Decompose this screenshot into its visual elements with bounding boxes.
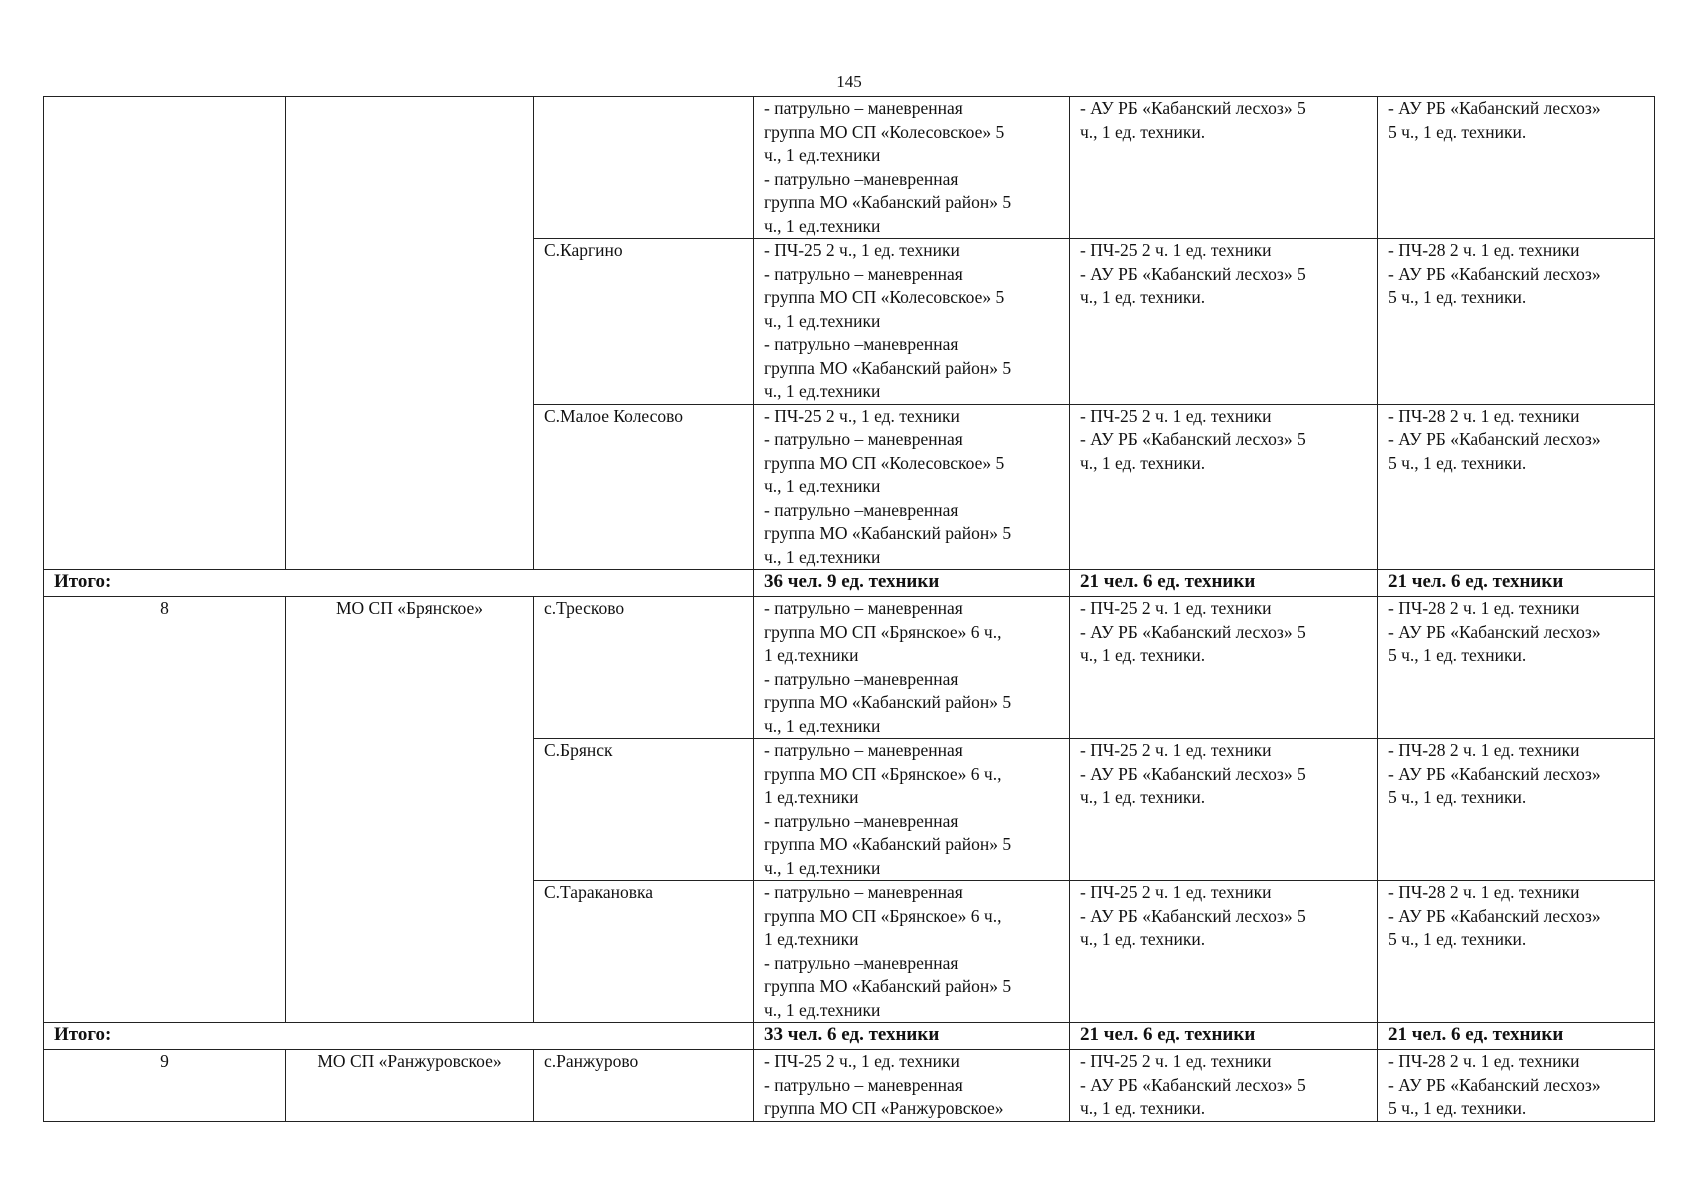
total-row xyxy=(44,570,1655,597)
reserve1-cell: - ПЧ-25 2 ч. 1 ед. техники - АУ РБ «Кабанский лесхоз» 5 ч., 1 ед. техники. xyxy=(1070,239,1378,405)
forces-cell: - ПЧ-25 2 ч., 1 ед. техники - патрульно – маневренная группа МО СП «Колесовское» 5 ч., 1 ед.техники - патрульно –маневренная группа МО «Кабанский район» 5 ч., 1 ед.техники xyxy=(754,239,1070,405)
num-cell: 9 xyxy=(44,1050,286,1122)
reserve2-cell: - АУ РБ «Кабанский лесхоз» 5 ч., 1 ед. техники. xyxy=(1378,97,1655,239)
mo-cell xyxy=(286,97,534,570)
settlement-cell: С.Брянск xyxy=(534,739,754,881)
settlement-cell: с.Ранжурово xyxy=(534,1050,754,1122)
forces-cell: - патрульно – маневренная группа МО СП «Брянское» 6 ч., 1 ед.техники - патрульно –маневренная группа МО «Кабанский район» 5 ч., 1 ед.техники xyxy=(754,739,1070,881)
forces-cell: - патрульно – маневренная группа МО СП «Брянское» 6 ч., 1 ед.техники - патрульно –маневренная группа МО «Кабанский район» 5 ч., 1 ед.техники xyxy=(754,881,1070,1023)
settlement-cell: с.Тресково xyxy=(534,597,754,739)
reserve1-cell: - ПЧ-25 2 ч. 1 ед. техники - АУ РБ «Кабанский лесхоз» 5 ч., 1 ед. техники. xyxy=(1070,881,1378,1023)
forces-cell: - патрульно – маневренная группа МО СП «Брянское» 6 ч., 1 ед.техники - патрульно –маневренная группа МО «Кабанский район» 5 ч., 1 ед.техники xyxy=(754,597,1070,739)
table-row xyxy=(44,1050,1655,1122)
reserve1-cell: - АУ РБ «Кабанский лесхоз» 5 ч., 1 ед. техники. xyxy=(1070,97,1378,239)
num-cell: 8 xyxy=(44,597,286,1023)
total-row xyxy=(44,1023,1655,1050)
resource-table xyxy=(43,96,1655,1122)
total-reserve2: 21 чел. 6 ед. техники xyxy=(1378,1023,1655,1050)
reserve1-cell: - ПЧ-25 2 ч. 1 ед. техники - АУ РБ «Кабанский лесхоз» 5 ч., 1 ед. техники. xyxy=(1070,739,1378,881)
reserve1-cell: - ПЧ-25 2 ч. 1 ед. техники - АУ РБ «Кабанский лесхоз» 5 ч., 1 ед. техники. xyxy=(1070,404,1378,570)
total-reserve2: 21 чел. 6 ед. техники xyxy=(1378,570,1655,597)
reserve2-cell: - ПЧ-28 2 ч. 1 ед. техники - АУ РБ «Кабанский лесхоз» 5 ч., 1 ед. техники. xyxy=(1378,597,1655,739)
settlement-cell: С.Таракановка xyxy=(534,881,754,1023)
reserve2-cell: - ПЧ-28 2 ч. 1 ед. техники - АУ РБ «Кабанский лесхоз» 5 ч., 1 ед. техники. xyxy=(1378,404,1655,570)
total-reserve1: 21 чел. 6 ед. техники xyxy=(1070,570,1378,597)
reserve2-cell: - ПЧ-28 2 ч. 1 ед. техники - АУ РБ «Кабанский лесхоз» 5 ч., 1 ед. техники. xyxy=(1378,739,1655,881)
mo-cell: МО СП «Ранжуровское» xyxy=(286,1050,534,1122)
total-reserve1: 21 чел. 6 ед. техники xyxy=(1070,1023,1378,1050)
reserve2-cell: - ПЧ-28 2 ч. 1 ед. техники - АУ РБ «Кабанский лесхоз» 5 ч., 1 ед. техники. xyxy=(1378,239,1655,405)
table-row xyxy=(44,97,1655,239)
total-label: Итого: xyxy=(44,1023,754,1050)
mo-cell: МО СП «Брянское» xyxy=(286,597,534,1023)
reserve2-cell: - ПЧ-28 2 ч. 1 ед. техники - АУ РБ «Кабанский лесхоз» 5 ч., 1 ед. техники. xyxy=(1378,1050,1655,1122)
settlement-cell xyxy=(534,97,754,239)
settlement-cell: С.Каргино xyxy=(534,239,754,405)
reserve1-cell: - ПЧ-25 2 ч. 1 ед. техники - АУ РБ «Кабанский лесхоз» 5 ч., 1 ед. техники. xyxy=(1070,1050,1378,1122)
reserve1-cell: - ПЧ-25 2 ч. 1 ед. техники - АУ РБ «Кабанский лесхоз» 5 ч., 1 ед. техники. xyxy=(1070,597,1378,739)
forces-cell: - ПЧ-25 2 ч., 1 ед. техники - патрульно – маневренная группа МО СП «Ранжуровское» xyxy=(754,1050,1070,1122)
total-label: Итого: xyxy=(44,570,754,597)
table-row xyxy=(44,597,1655,739)
forces-cell: - ПЧ-25 2 ч., 1 ед. техники - патрульно – маневренная группа МО СП «Колесовское» 5 ч., 1 ед.техники - патрульно –маневренная группа МО «Кабанский район» 5 ч., 1 ед.техники xyxy=(754,404,1070,570)
forces-cell: - патрульно – маневренная группа МО СП «Колесовское» 5 ч., 1 ед.техники - патрульно –маневренная группа МО «Кабанский район» 5 ч., 1 ед.техники xyxy=(754,97,1070,239)
page-number: 145 xyxy=(836,72,862,91)
settlement-cell: С.Малое Колесово xyxy=(534,404,754,570)
reserve2-cell: - ПЧ-28 2 ч. 1 ед. техники - АУ РБ «Кабанский лесхоз» 5 ч., 1 ед. техники. xyxy=(1378,881,1655,1023)
total-forces: 36 чел. 9 ед. техники xyxy=(754,570,1070,597)
num-cell xyxy=(44,97,286,570)
total-forces: 33 чел. 6 ед. техники xyxy=(754,1023,1070,1050)
